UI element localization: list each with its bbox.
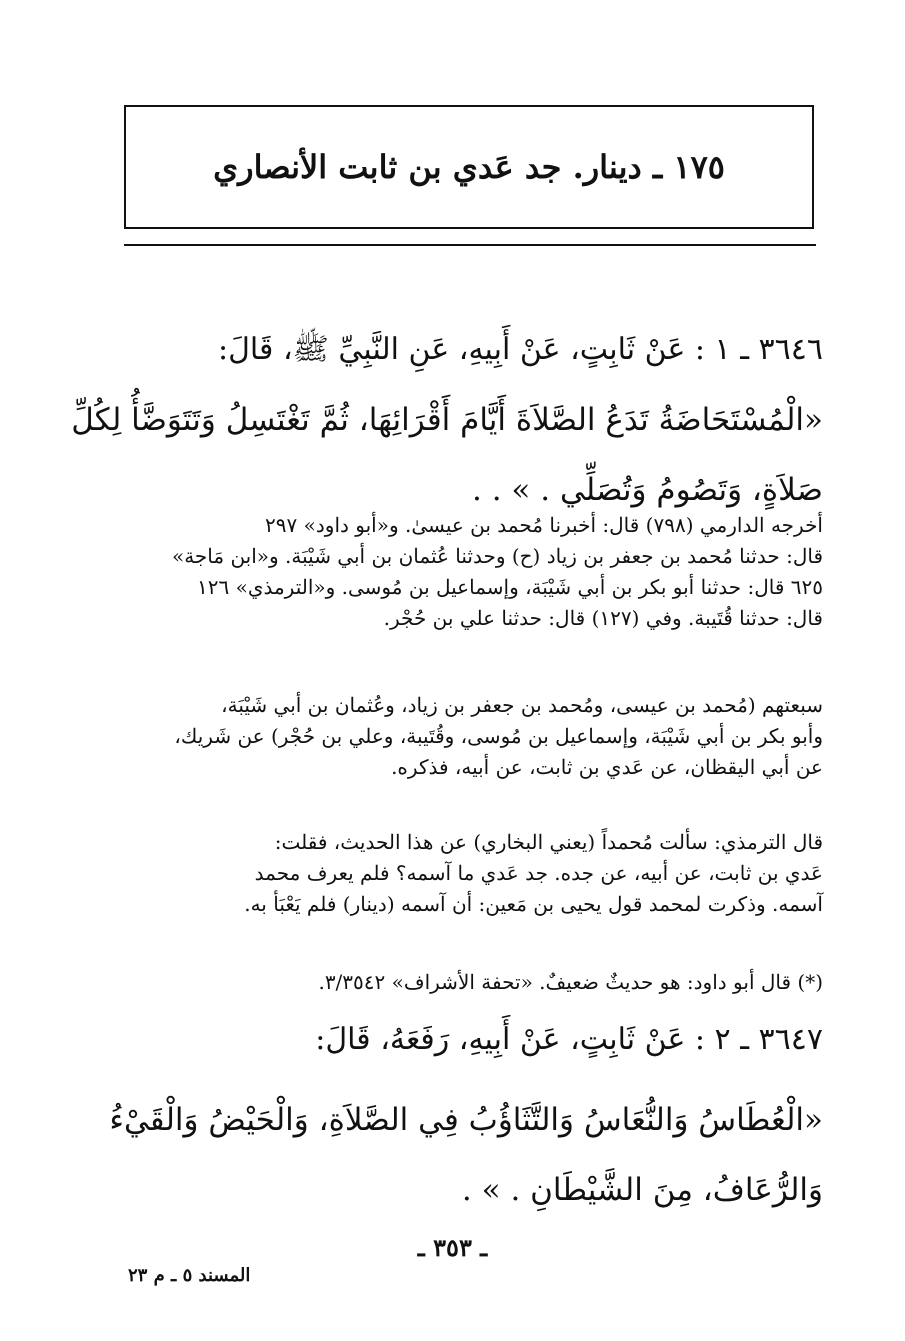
signature-mark: المسند ٥ ـ م ٢٣: [128, 1265, 251, 1286]
page-number: ـ ٣٥٣ ـ: [417, 1233, 488, 1262]
hadith-1-line: «الْمُسْتَحَاضَةُ تَدَعُ الصَّلاَةَ أَيَّامَ أَقْرَائِهَا، ثُمَّ تَغْتَسِلُ وَتَتَوَضَّأُ لِكُلِّ: [71, 402, 823, 438]
takhrij-line: قال: حدثنا مُحمد بن جعفر بن زياد (ح) وحدثنا عُثمان بن أبي شَيْبَة. و«ابن مَاجة»: [171, 544, 823, 568]
hadith-2-line: «الْعُطَاسُ وَالنُّعَاسُ وَالتَّثَاؤُبُ فِي الصَّلاَةِ، وَالْحَيْضُ وَالْقَيْءُ: [109, 1102, 823, 1138]
tirmidhi-line: عَدي بن ثابت، عن أبيه، عن جده. جد عَدي ما آسمه؟ فلم يعرف محمد: [254, 861, 823, 885]
hadith-1-line: صَلاَةٍ، وَتَصُومُ وَتُصَلِّي . » . .: [472, 472, 823, 508]
hadith-2-intro: ٣٦٤٧ ـ ٢ : عَنْ ثَابِتٍ، عَنْ أَبِيهِ، رَفَعَهُ، قَالَ:: [315, 1022, 823, 1057]
hadith-1-intro: ٣٦٤٦ ـ ١ : عَنْ ثَابِتٍ، عَنْ أَبِيهِ، عَنِ النَّبِيِّ ﷺ، قَالَ:: [218, 332, 823, 367]
takhrij-paragraph: [121, 510, 823, 634]
takhrij-line: أخرجه الدارمي (٧٩٨) قال: أخبرنا مُحمد بن عيسىٰ. و«أبو داود» ٢٩٧: [265, 513, 823, 537]
chapter-title-box: [124, 105, 814, 229]
narrators-line: عن أبي اليقظان، عن عَدي بن ثابت، عن أبيه، فذكره.: [391, 755, 823, 779]
hadith-1-text: [71, 385, 823, 525]
title-divider: [124, 244, 816, 246]
tirmidhi-line: آسمه. وذكرت لمحمد قول يحيى بن مَعين: أن آسمه (دينار) فلم يَعْبَأ به.: [244, 892, 823, 916]
hadith-2-line: وَالرُّعَافُ، مِنَ الشَّيْطَانِ . » .: [461, 1172, 823, 1208]
tirmidhi-paragraph: [121, 827, 823, 920]
narrators-line: سبعتهم (مُحمد بن عيسى، ومُحمد بن جعفر بن زياد، وعُثمان بن أبي شَيْبَة،: [221, 693, 823, 717]
takhrij-line: قال: حدثنا قُتَيبة. وفي (١٢٧) قال: حدثنا علي بن حُجْر.: [383, 606, 823, 630]
chapter-title: ١٧٥ ـ دينار. جد عَدي بن ثابت الأنصاري: [213, 148, 725, 186]
narrators-paragraph: [121, 690, 823, 783]
footnote: (*) قال أبو داود: هو حديثٌ ضعيفٌ. «تحفة الأشراف» ٣/٣٥٤٢.: [318, 970, 823, 994]
tirmidhi-line: قال الترمذي: سألت مُحمداً (يعني البخاري) عن هذا الحديث، فقلت:: [274, 830, 823, 854]
hadith-2-text: [109, 1085, 823, 1225]
takhrij-line: ٦٢٥ قال: حدثنا أبو بكر بن أبي شَيْبَة، وإسماعيل بن مُوسى. و«الترمذي» ١٢٦: [196, 575, 823, 599]
narrators-line: وأبو بكر بن أبي شَيْبَة، وإسماعيل بن مُوسى، وقُتَيبة، وعلي بن حُجْر) عن شَريك،: [174, 724, 823, 748]
